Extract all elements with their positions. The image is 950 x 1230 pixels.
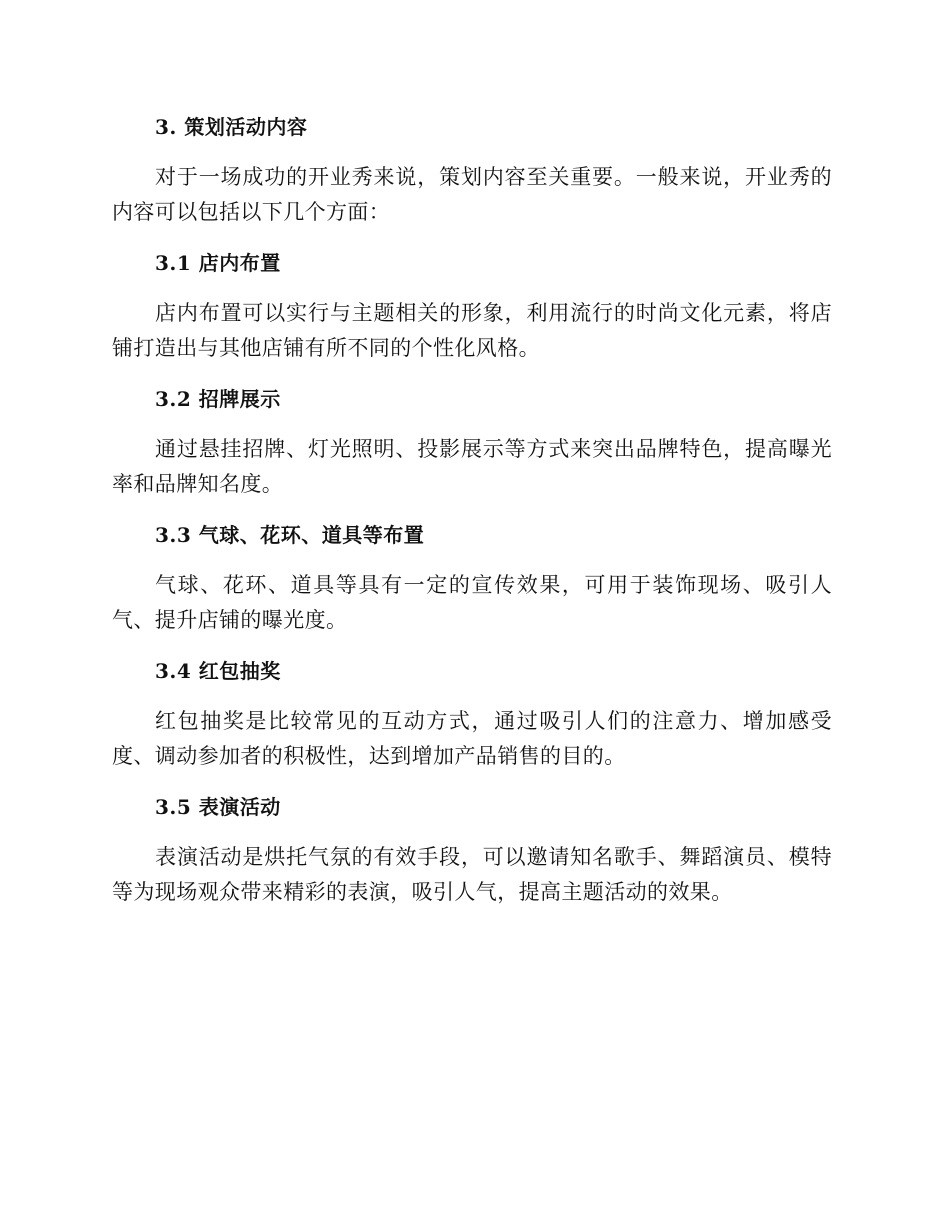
document-content	[112, 112, 832, 928]
subsection-title-3-3: 3.3 气球、花环、道具等布置	[155, 523, 425, 547]
subsection-body-3-2: 通过悬挂招牌、灯光照明、投影展示等方式来突出品牌特色，提高曝光率和品牌知名度。	[112, 437, 832, 496]
intro-paragraph: 对于一场成功的开业秀来说，策划内容至关重要。一般来说，开业秀的内容可以包括以下几个方面：	[112, 165, 832, 224]
subsection-body-3-1: 店内布置可以实行与主题相关的形象，利用流行的时尚文化元素，将店铺打造出与其他店铺有所不同的个性化风格。	[112, 301, 832, 360]
subsection-title-3-5: 3.5 表演活动	[155, 795, 281, 819]
section-title: 3. 策划活动内容	[155, 115, 308, 139]
subsection-title-3-2: 3.2 招牌展示	[155, 387, 281, 411]
subsection-body-3-3: 气球、花环、道具等具有一定的宣传效果，可用于装饰现场、吸引人气、提升店铺的曝光度。	[112, 573, 832, 632]
subsection-body-3-4: 红包抽奖是比较常见的互动方式，通过吸引人们的注意力、增加感受度、调动参加者的积极性，达到增加产品销售的目的。	[112, 709, 832, 768]
subsection-title-3-4: 3.4 红包抽奖	[155, 659, 281, 683]
subsection-title-3-1: 3.1 店内布置	[155, 251, 281, 275]
subsection-body-3-5: 表演活动是烘托气氛的有效手段，可以邀请知名歌手、舞蹈演员、模特等为现场观众带来精彩的表演，吸引人气，提高主题活动的效果。	[112, 845, 832, 904]
